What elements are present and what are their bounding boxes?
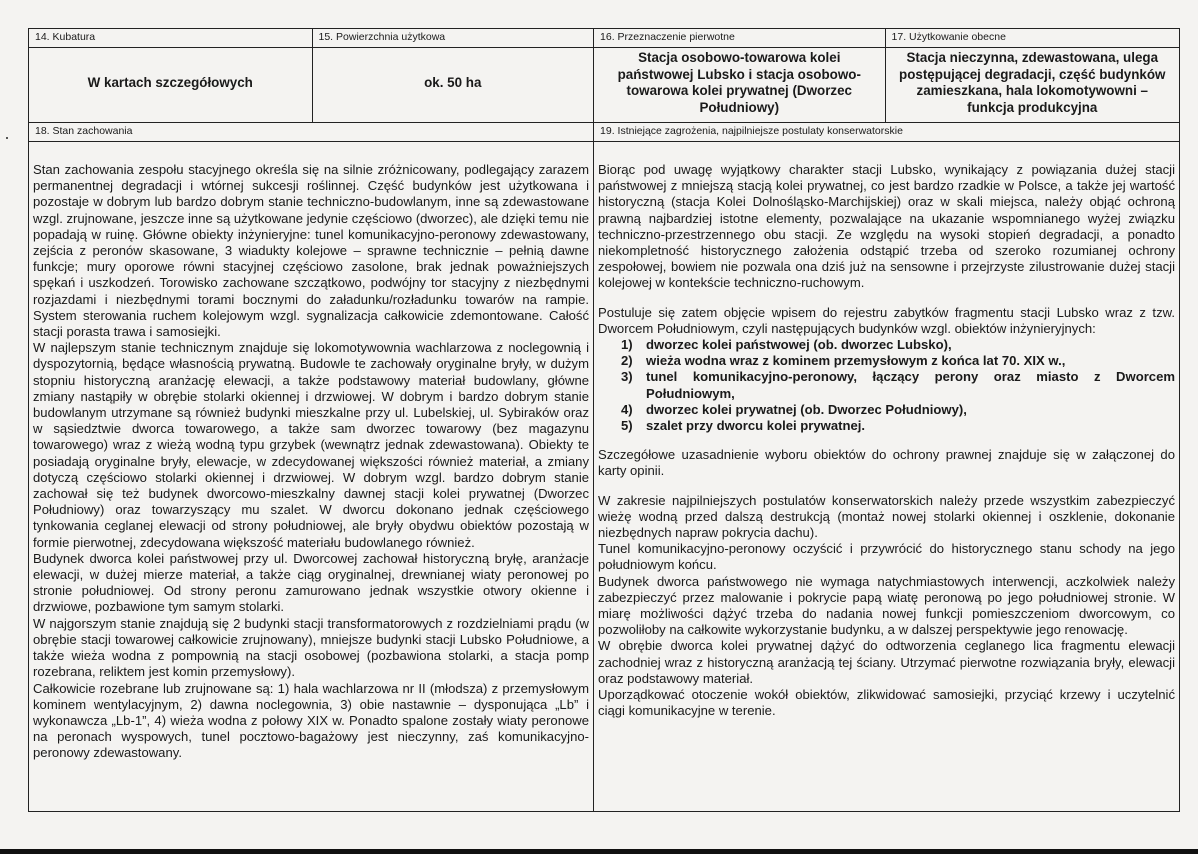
list-item: 3) tunel komunikacyjno-peronowy, łączący perony oraz miasto z Dworcem Południowym,: [621, 369, 1175, 401]
stan-zachowania-section: [29, 123, 594, 811]
powierzchnia-cell: [313, 29, 595, 122]
list-item: 5) szalet przy dworcu kolei prywatnej.: [621, 418, 866, 434]
zagrozenia-paragraph: Biorąc pod uwagę wyjątkowy charakter stacji Lubsko, wynikający z powiązania dużej stacji państwowej z mniejszą stacją kolei prywatnej, co jest bardzo rzadkie w Polsce, a także jej wartość historyczną (stacja Kolei Dolnośląsko-Marchijskiej) oraz w skali miejsca, należy objąć ochroną prawną najbardziej istotne elementy, pozwalające na ukazanie wspomnianego wyżej związku techniczno-przestrzennego obu stacji. Ze względu na wysoki stopień degradacji, a ponadto niekompletność historycznego założenia odstąpić trzeba od szeroko rozumianej ochrony zespołowej, bowiem nie pozwala ona dziś już na sensowne i przejrzyste zilustrowanie dużej stacji kolejowej w kontekście techniczno-ruchowym.: [598, 162, 1175, 291]
zagrozenia-paragraph: W zakresie najpilniejszych postulatów konserwatorskich należy przede wszystkim zabezpieczyć wieżę wodną przed dalszą destrukcją (montaż nowej stolarki okiennej i oszklenie, dokonanie niezbędnych napraw pokrycia dachu).: [598, 492, 1175, 541]
przeznaczenie-value: Stacja osobowo-towarowa kolei państwowej Lubsko i stacja osobowo-towarowa kolei prywatnej (Dworzec Południowy): [617, 50, 861, 115]
stan-paragraph: W najgorszym stanie znajdują się 2 budynki stacji transformatorowych z rozdzielniami prądu (w obrębie stacji towarowej całkowicie zrujnowany), mniejsze budynki stacji Lubsko Południowe, a także wieża wodna z pompownią na stacji osobowej (pozbawiona stolarki, a stacja pomp rozebrana, reliktem jest komin przemysłowy).: [33, 615, 590, 680]
przeznaczenie-cell: [594, 29, 886, 122]
stan-paragraph: Całkowicie rozebrane lub zrujnowane są: 1) hala wachlarzowa nr II (młodsza) z przemysłowym kominem wentylacyjnym, 2) dawna noclegownia, 3) obie nastawnie – dysponująca „Lb” i wykonawcza „Lb-1”, 4) wieża wodna z połowy XIX w. Ponadto spalone zostały wiaty peronowe na peronach wyspowych, tunel pocztowo-bagażowy jest nieczynny, zaś komunikacyjno-peronowy zdewastowany.: [33, 680, 590, 761]
zagrozenia-text: [594, 142, 1179, 720]
list-item: 2) wieża wodna wraz z kominem przemysłowym z końca lat 70. XIX w.,: [621, 353, 1066, 369]
uzytkowanie-label: 17. Użytkowanie obecne: [886, 29, 1179, 48]
powierzchnia-value: ok. 50 ha: [424, 74, 482, 90]
zagrozenia-paragraph: Uporządkować otoczenie wokół obiektów, zlikwidować samosiejki, przyciąć krzewy i uczytelnić ciągi komunikacyjne w terenie.: [598, 687, 1175, 719]
scan-edge: [0, 849, 1198, 854]
form-sheet: [28, 28, 1180, 812]
stan-paragraph: Budynek dworca kolei państwowej przy ul. Dworcowej zachował historyczną bryłę, aranżacje elewacji, w dużej mierze materiał, a także ciąg oryginalnej, drewnianej wiaty peronowej po stronie południowej. Od strony peronu zamurowano jednak wszystkie otwory okienne i drzwiowe, pozbawione tym samym stolarki.: [33, 550, 590, 615]
stan-paragraph: Stan zachowania zespołu stacyjnego określa się na silnie zróżnicowany, podlegający zarazem permanentnej degradacji i wtórnej sukcesji roślinnej. Część budynków jest użytkowana i pozostaje w dobrym lub bardzo dobrym stanie techniczno-budowlanym, inne są zdewastowane wzgl. zrujnowane, jeszcze inne są użytkowane jedynie częściowo (dworzec), ale dzięki temu nie popadają w ruinę. Główne obiekty inżynieryjne: tunel komunikacyjno-peronowy zdewastowany, zejścia z peronów skasowane, 3 wiadukty kolejowe – sprawne technicznie – pełnią dawne funkcje; mury oporowe równi stacyjnej częściowo zasolone, brak jednak poważniejszych spękań i uszkodzeń. Torowisko zachowane szczątkowo, podwójny tor stacyjny z niezbędnymi rozjazdami i niezbędnymi torami bocznymi do załadunku/rozładunku towarów na rampie. System sterowania ruchem kolejowym wzgl. sygnalizacja całkowicie zdemontowane. Całość stacji porasta trawa i samosiejki.: [33, 162, 590, 340]
zagrozenia-paragraph: Postuluje się zatem objęcie wpisem do rejestru zabytków fragmentu stacji Lubsko wraz z tzw. Dworcem Południowym, czyli następujących budynków wzgl. obiektów inżynieryjnych:: [598, 304, 1175, 336]
zagrozenia-section: [594, 123, 1179, 811]
powierzchnia-label: 15. Powierzchnia użytkowa: [313, 29, 594, 48]
kubatura-label: 14. Kubatura: [29, 29, 312, 48]
stan-zachowania-text: [29, 142, 593, 762]
top-row: [29, 29, 1179, 123]
zagrozenia-paragraph: Tunel komunikacyjno-peronowy oczyścić i przywrócić do historycznego stanu schody na jego południowym końcu.: [598, 541, 1175, 573]
zagrozenia-label: 19. Istniejące zagrożenia, najpilniejsze postulaty konserwatorskie: [594, 123, 1179, 142]
uzytkowanie-value: Stacja nieczynna, zdewastowana, ulega postępującej degradacji, część budynków zamieszkana, hala lokomotywowni – funkcja produkcyjna: [899, 50, 1166, 115]
list-item: 4) dworzec kolei prywatnej (ob. Dworzec Południowy),: [621, 401, 967, 417]
zagrozenia-paragraph: W obrębie dworca kolei prywatnej dążyć do odtworzenia ceglanego lica fragmentu elewacji zachodniej wraz z historyczną aranżacją tej ściany. Utrzymać pierwotne rozwiązania bryły, elewacji oraz podstawowy materiał.: [598, 638, 1175, 686]
kubatura-cell: [29, 29, 313, 122]
stan-zachowania-label: 18. Stan zachowania: [29, 123, 593, 142]
scan-mark: [6, 137, 8, 139]
przeznaczenie-label: 16. Przeznaczenie pierwotne: [594, 29, 885, 48]
zagrozenia-paragraph: Szczegółowe uzasadnienie wyboru obiektów do ochrony prawnej znajduje się w załączonej do karty opinii.: [598, 447, 1175, 479]
list-item: 1) dworzec kolei państwowej (ob. dworzec Lubsko),: [621, 337, 952, 353]
main-row: [29, 123, 1179, 811]
zagrozenia-paragraph: Budynek dworca państwowego nie wymaga natychmiastowych interwencji, aczkolwiek należy zabezpieczyć przez malowanie i pokrycie papą wiatę peronową po jego południowej stronie. W miarę możliwości dążyć trzeba do nadania nowej funkcji pomieszczeniom dworcowym, co pozwoliłoby na całkowite wykorzystanie budynku, a w dalszej perspektywie jego renowację.: [598, 573, 1175, 638]
stan-paragraph: W najlepszym stanie technicznym znajduje się lokomotywownia wachlarzowa z noclegownią i dyspozytornią, będące własnością prywatną. Budowle te zachowały oryginalne bryły, w dużym stopniu historyczną aranżację elewacji, a także podstawowy materiał budowlany, główne zmiany nastąpiły w obrębie stolarki okiennej i drzwiowej. W dobrym i bardzo dobrym stanie budowlanym utrzymane są również budynki mieszkalne przy ul. Lubelskiej, ul. Sybiraków oraz w sąsiedztwie dworca towarowego, a także sam dworzec towarowy (bez magazynu towarowego) wraz z wieżą wodną typu grzybek (wewnątrz jednak zdewastowana). Obiekty te posiadają oryginalne bryły, elewacje, w zdecydowanej większości również materiał, a zmiany dotyczą częściowo stolarki okiennej i drzwiowej. W dobrym wzgl. bardzo dobrym stanie zachował się też budynek dworcowo-mieszkalny dawnej stacji kolei prywatnej (Dworzec Południowy) oraz towarzyszący mu szalet. W dworcu dokonano jednak częściowego tynkowania ceglanej elewacji od strony południowej, ale bryły obydwu obiektów pozostają w formie pierwotnej, zdecydowana większość materiału budowlanego również.: [33, 340, 590, 550]
kubatura-value: W kartach szczegółowych: [87, 74, 253, 90]
uzytkowanie-cell: [886, 29, 1179, 122]
protected-objects-list: [598, 337, 1175, 434]
